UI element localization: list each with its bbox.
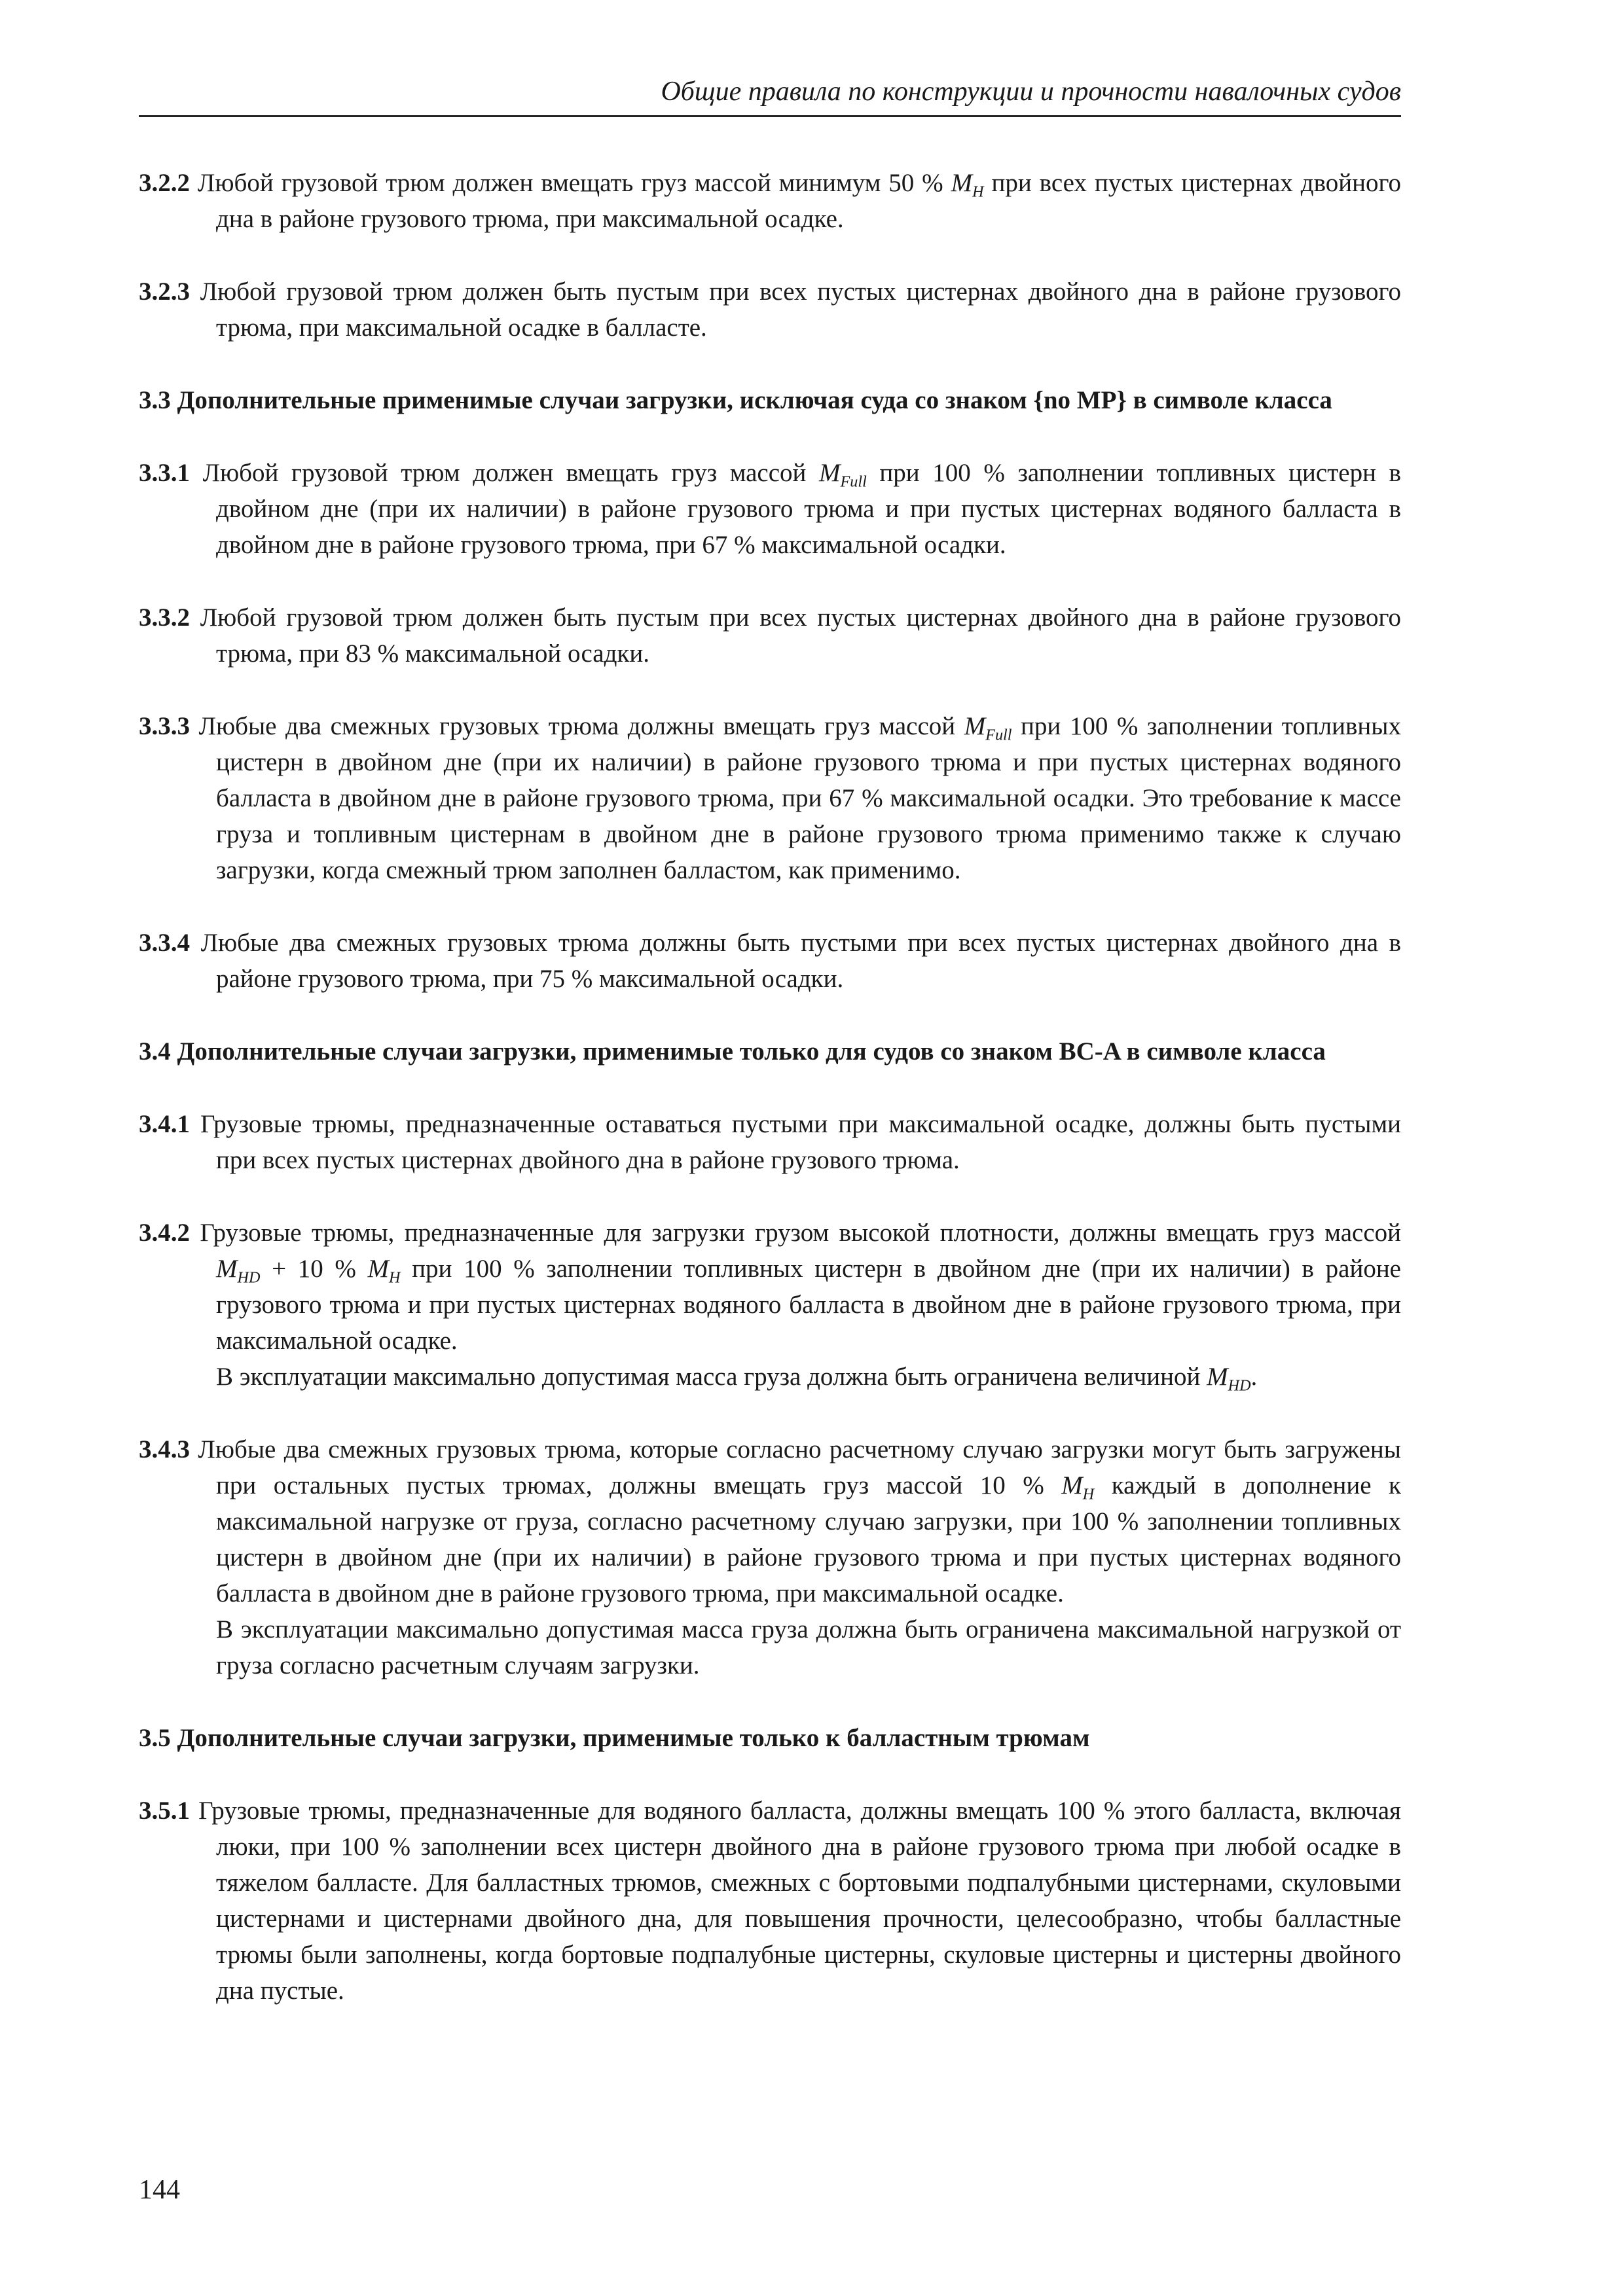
math-symbol: $M_H$ bbox=[367, 1255, 401, 1287]
text-run: Любые два смежных грузовых трюма должны вмещать груз массой bbox=[190, 712, 964, 740]
math-subscript: Full bbox=[985, 726, 1012, 744]
math-subscript: HD bbox=[237, 1268, 261, 1287]
text-run: Любые два смежных грузовых трюма должны быть пустыми при всех пустых цистернах двойного дна в районе грузового трюма, при 75 % максимальной осадки. bbox=[190, 929, 1401, 993]
math-symbol: $M_{Full}$ bbox=[964, 712, 1012, 744]
clause-note bbox=[216, 1611, 1401, 1683]
text-run: при 100 % заполнении топливных цистерн в двойном дне (при их наличии) в районе грузового трюма и при пустых цистернах водяного балласта в двойном дне в районе грузового трюма, при максимальной осадке. bbox=[216, 1255, 1401, 1355]
text-run: В эксплуатации максимально допустимая масса груза должна быть ограничена величиной bbox=[216, 1363, 1207, 1391]
clause-number: 3.4.3 bbox=[139, 1435, 190, 1463]
document-body bbox=[139, 165, 1401, 2045]
running-header: Общие правила по конструкции и прочности навалочных судов bbox=[661, 77, 1401, 107]
clause-paragraph bbox=[139, 1215, 1401, 1395]
math-subscript: H bbox=[1082, 1485, 1095, 1503]
math-symbol: $M_{HD}$ bbox=[1207, 1363, 1251, 1395]
text-run: В эксплуатации максимально допустимая масса груза должна быть ограничена максимальной нагрузкой от груза согласно расчетным случаям загрузки. bbox=[216, 1615, 1401, 1679]
math-subscript: H bbox=[389, 1268, 401, 1287]
section-heading: 3.4 Дополнительные случаи загрузки, применимые только для судов со знаком BC-A в символе класса bbox=[139, 1037, 1326, 1066]
text-run: Любой грузовой трюм должен быть пустым при всех пустых цистернах двойного дна в районе грузового трюма, при максимальной осадке в балласте. bbox=[190, 278, 1401, 342]
text-run: . bbox=[1250, 1363, 1258, 1391]
text-run: + 10 % bbox=[260, 1255, 368, 1283]
text-run: Грузовые трюмы, предназначенные для загрузки грузом высокой плотности, должны вмещать груз массой bbox=[190, 1219, 1401, 1247]
clause-number: 3.3.1 bbox=[139, 459, 190, 487]
clause-paragraph bbox=[139, 1106, 1401, 1178]
text-run: каждый в дополнение к максимальной нагрузке от груза, согласно расчетному случаю загрузки, при 100 % заполнении топливных цистерн в двойном дне (при их наличии) в районе грузового трюма и при пустых цистернах водяного балласта в двойном дне в районе грузового трюма, при максимальной осадке. bbox=[216, 1471, 1402, 1607]
math-subscript: HD bbox=[1228, 1376, 1251, 1395]
clause-paragraph bbox=[139, 708, 1401, 888]
clause-number: 3.3.3 bbox=[139, 712, 190, 740]
clause-number: 3.2.3 bbox=[139, 278, 190, 306]
text-run: Грузовые трюмы, предназначенные оставаться пустыми при максимальной осадке, должны быть пустыми при всех пустых цистернах двойного дна в районе грузового трюма. bbox=[190, 1110, 1401, 1174]
clause-note bbox=[216, 1359, 1401, 1395]
clause-number: 3.2.2 bbox=[139, 169, 190, 197]
section-heading: 3.5 Дополнительные случаи загрузки, применимые только к балластным трюмам bbox=[139, 1724, 1090, 1752]
text-run: при 100 % заполнении топливных цистерн в двойном дне (при их наличии) в районе грузового трюма и при пустых цистернах водяного балласта в двойном дне в районе грузового трюма, при 67 % максимальной осадки. bbox=[216, 459, 1401, 559]
clause-paragraph bbox=[139, 1793, 1401, 2009]
clause-number: 3.3.4 bbox=[139, 929, 190, 957]
text-run: Грузовые трюмы, предназначенные для водяного балласта, должны вмещать 100 % этого балласта, включая люки, при 100 % заполнении всех цистерн двойного дна в районе грузового трюма при любой осадке в тяжелом балласте. Для балластных трюмов, смежных с бортовыми подпалубными цистернами, скуловыми цистернами и цистернами двойного дна, для повышения прочности, целесообразно, чтобы балластные трюмы были заполнены, когда бортовые подпалубные цистерны, скуловые цистерны и цистерны двойного дна пустые. bbox=[190, 1797, 1401, 2005]
math-symbol: $M_{Full}$ bbox=[819, 459, 867, 491]
page-number: 144 bbox=[139, 2175, 180, 2205]
text-run: при 100 % заполнении топливных цистерн в двойном дне (при их наличии) в районе грузового трюма и при пустых цистернах водяного балласта в двойном дне в районе грузового трюма, при 67 % максимальной осадки. Это требование к массе груза и топливным цистернам в двойном дне в районе грузового трюма применимо также к случаю загрузки, когда смежный трюм заполнен балластом, как применимо. bbox=[216, 712, 1401, 884]
clause-paragraph bbox=[139, 1431, 1401, 1683]
clause-number: 3.5.1 bbox=[139, 1797, 190, 1825]
clause-paragraph bbox=[139, 600, 1401, 672]
text-run: Любой грузовой трюм должен вмещать груз массой минимум 50 % bbox=[190, 169, 951, 197]
clause-paragraph bbox=[139, 455, 1401, 563]
clause-number: 3.3.2 bbox=[139, 603, 190, 632]
clause-paragraph bbox=[139, 274, 1401, 346]
clause-number: 3.4.2 bbox=[139, 1219, 190, 1247]
text-run: Любой грузовой трюм должен быть пустым при всех пустых цистернах двойного дна в районе грузового трюма, при 83 % максимальной осадки. bbox=[190, 603, 1401, 668]
math-subscript: H bbox=[972, 183, 984, 201]
clause-paragraph bbox=[139, 925, 1401, 997]
section-heading: 3.3 Дополнительные применимые случаи загрузки, исключая суда со знаком {no MP} в символе класса bbox=[139, 386, 1332, 414]
math-symbol: $M_{HD}$ bbox=[216, 1255, 261, 1287]
math-subscript: Full bbox=[840, 473, 867, 491]
header-rule bbox=[139, 115, 1401, 117]
math-symbol: $M_H$ bbox=[1061, 1471, 1095, 1503]
text-run: при всех пустых цистернах двойного дна в районе грузового трюма, при максимальной осадке. bbox=[216, 169, 1401, 233]
text-run: Любые два смежных грузовых трюма, которые согласно расчетному случаю загрузки могут быть загружены при остальных пустых трюмах, должны вмещать груз массой 10 % bbox=[190, 1435, 1401, 1499]
clause-number: 3.4.1 bbox=[139, 1110, 190, 1138]
text-run: Любой грузовой трюм должен вмещать груз массой bbox=[190, 459, 820, 487]
clause-paragraph bbox=[139, 165, 1401, 237]
math-symbol: $M_H$ bbox=[951, 169, 984, 201]
